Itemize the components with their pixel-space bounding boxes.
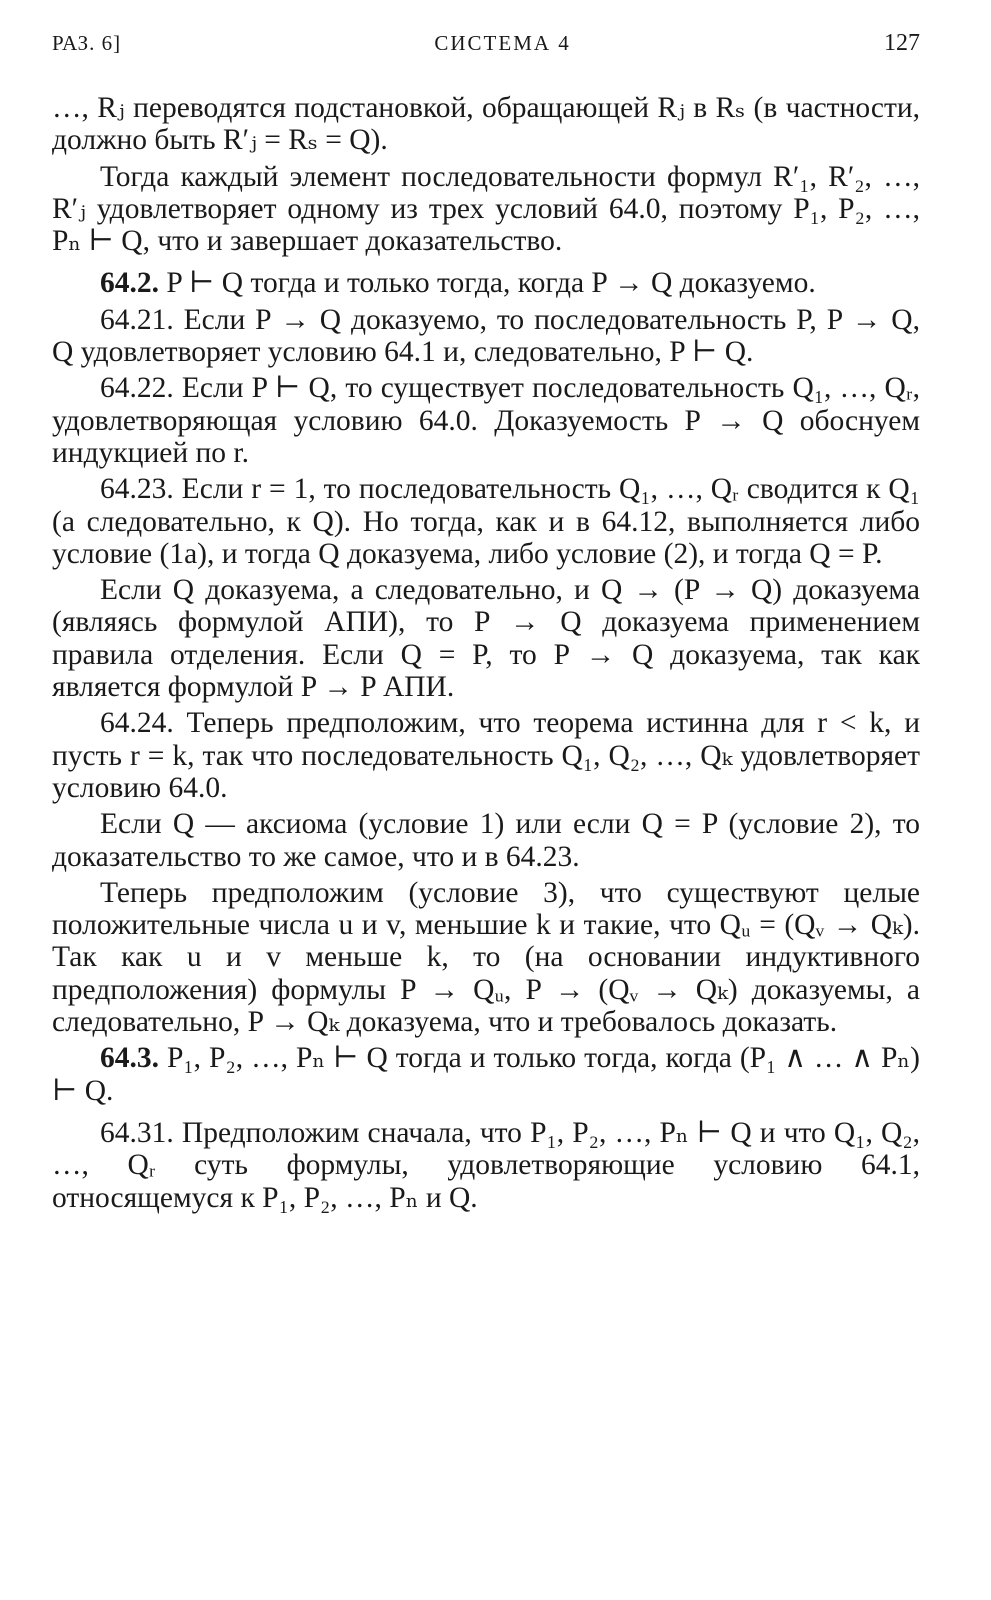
paragraph [52,161,920,258]
paragraph-continuation [52,92,920,157]
item-number: 64.2. [100,267,159,300]
item-number: 64.24. [100,707,174,740]
book-page [52,30,920,1218]
theorem-64-2 [52,267,920,299]
item-number: 64.23. [100,473,174,506]
paragraph-text: P ⊢ Q тогда и только тогда, когда P → Q доказуемо. [159,267,816,300]
paragraph-text: …, Rⱼ переводятся подстановкой, обращающей Rⱼ в Rₛ (в частности, должно быть R′ⱼ = Rₛ = Q). [52,92,920,157]
page-number: 127 [884,30,920,56]
paragraph-text: Теперь предположим (условие 3), что существуют целые положительные числа u и v, меньшие k и такие, что Qᵤ = (Qᵥ → Qₖ). Так как u и v меньше k, то (на основании индуктивного предположения) формулы P → Qᵤ, P → (Qᵥ → Qₖ) доказуемы, а следовательно, P → Qₖ доказуема, что и требовалось доказать. [52,876,920,1039]
paragraph [52,808,920,873]
item-number: 64.31. [100,1116,174,1149]
paragraph [52,574,920,703]
item-64-31 [52,1117,920,1214]
theorem-64-3 [52,1042,920,1107]
running-title: СИСТЕМА 4 [434,31,571,55]
item-number: 64.3. [100,1042,159,1075]
paragraph-text: Если P ⊢ Q, то существует последовательность Q₁, …, Qᵣ, удовлетворяющая условию 64.0. Доказуемость P → Q обоснуем индукцией по r. [52,372,920,469]
item-64-21 [52,304,920,369]
section-label: РАЗ. 6] [52,31,122,55]
item-64-22 [52,372,920,469]
paragraph-text: Тогда каждый элемент последовательности формул R′₁, R′₂, …, R′ⱼ удовлетворяет одному из трех условий 64.0, поэтому P₁, P₂, …, Pₙ ⊢ Q, что и завершает доказательство. [52,160,920,258]
paragraph-text: P₁, P₂, …, Pₙ ⊢ Q тогда и только тогда, когда (P₁ ∧ … ∧ Pₙ) ⊢ Q. [52,1042,920,1107]
paragraph [52,877,920,1038]
page-body [52,92,920,1214]
item-64-23 [52,473,920,570]
paragraph-text: Если Q доказуема, а следовательно, и Q → (P → Q) доказуема (являясь формулой АПИ), то P → Q доказуема применением правила отделения. Если Q = P, то P → Q доказуема, так как является формулой P → P АПИ. [52,574,920,704]
item-number: 64.22. [100,372,174,405]
running-head [52,30,920,58]
paragraph-text: Если r = 1, то последовательность Q₁, …, Qᵣ сводится к Q₁ (а следовательно, к Q). Но тогда, как и в 64.12, выполняется либо условие (1а), и тогда Q доказуема, либо условие (2), и тогда Q = P. [52,473,920,570]
paragraph-text: Если P → Q доказуемо, то последовательность P, P → Q, Q удовлетворяет условию 64.1 и, следовательно, P ⊢ Q. [52,303,920,369]
item-number: 64.21. [100,303,174,336]
paragraph-text: Теперь предположим, что теорема истинна для r < k, и пусть r = k, так что последовательность Q₁, Q₂, …, Qₖ удовлетворяет условию 64.0. [52,707,920,804]
item-64-24 [52,707,920,804]
paragraph-text: Предположим сначала, что P₁, P₂, …, Pₙ ⊢ Q и что Q₁, Q₂, …, Qᵣ суть формулы, удовлетворяющие условию 64.1, относящемуся к P₁, P₂, …, Pₙ и Q. [52,1116,920,1214]
paragraph-text: Если Q — аксиома (условие 1) или если Q = P (условие 2), то доказательство то же самое, что и в 64.23. [52,808,920,873]
